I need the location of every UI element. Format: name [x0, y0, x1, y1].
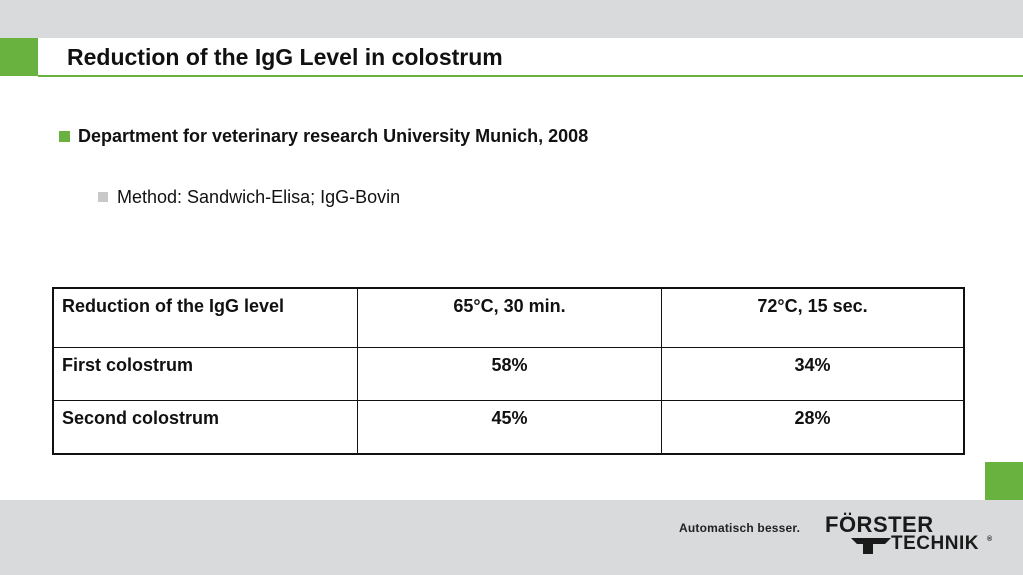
footer-tagline: Automatisch besser.: [679, 521, 801, 535]
logo-line2: TECHNIK: [891, 533, 979, 554]
table-cell: Second colostrum: [53, 401, 358, 455]
bullet-main-text: Department for veterinary research University Munich, 2008: [78, 126, 589, 146]
table-cell: 28%: [662, 401, 965, 455]
bullet-sub: [98, 185, 400, 209]
table-header-cell: 65°C, 30 min.: [358, 288, 662, 348]
accent-square-left: [0, 38, 38, 76]
table-cell: 58%: [358, 348, 662, 401]
table-row: [53, 401, 964, 455]
table-header-cell: Reduction of the IgG level: [53, 288, 358, 348]
table-cell: 45%: [358, 401, 662, 455]
igg-reduction-table: [52, 287, 965, 455]
top-band: [0, 0, 1023, 38]
accent-square-right: [985, 462, 1023, 500]
table-cell: 34%: [662, 348, 965, 401]
logo-emblem-icon: [851, 536, 891, 556]
logo-line1: FÖRSTER: [825, 512, 934, 537]
green-bullet-icon: [59, 131, 70, 142]
table-header-row: [53, 288, 964, 348]
table-row: [53, 348, 964, 401]
company-logo: [825, 514, 995, 558]
table-cell: First colostrum: [53, 348, 358, 401]
table-header-cell: 72°C, 15 sec.: [662, 288, 965, 348]
bullet-main: [59, 124, 588, 148]
gray-bullet-icon: [98, 192, 108, 202]
bullet-sub-text: Method: Sandwich-Elisa; IgG-Bovin: [117, 187, 401, 207]
registered-mark: ®: [987, 536, 993, 543]
title-underline: [38, 75, 1023, 77]
slide-title: Reduction of the IgG Level in colostrum: [67, 44, 503, 70]
